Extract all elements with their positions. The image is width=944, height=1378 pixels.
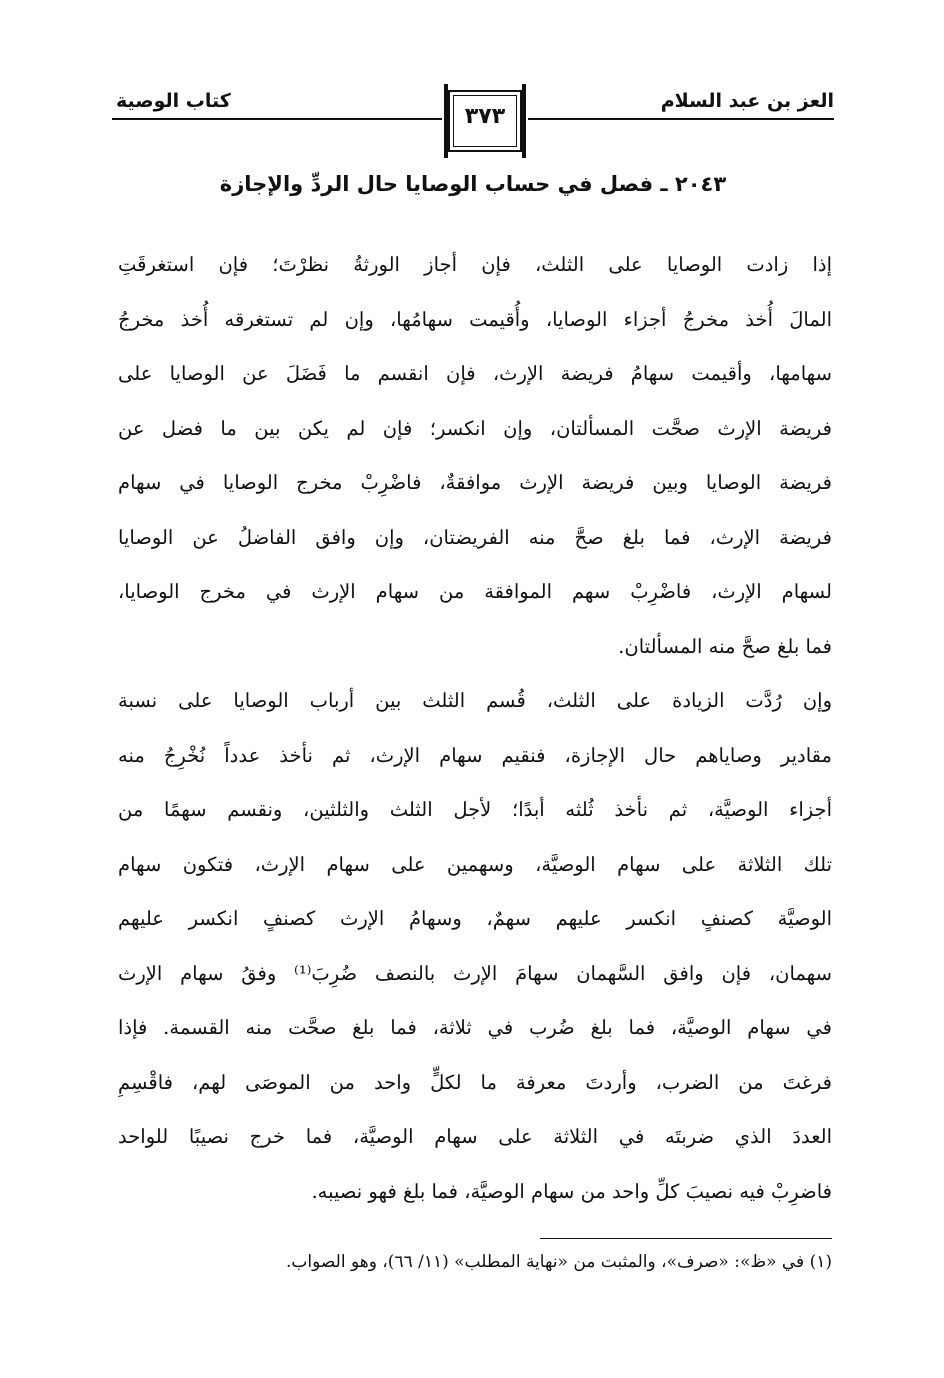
text-line: سهامها، وأقيمت سهامُ فريضة الإرث، فإن انقسم ما فَضَلَ عن الوصايا على xyxy=(118,362,832,385)
page-number: ٣٧٣ xyxy=(464,104,506,129)
text-line: أجزاء الوصيَّة، ثم نأخذ ثُلثه أبدًا؛ لأجل الثلث والثلثين، ونقسم سهمًا من xyxy=(118,798,832,821)
text-line: وإن رُدَّت الزيادة على الثلث، قُسم الثلث بين أرباب الوصايا على نسبة xyxy=(118,689,832,712)
text-line: إذا زادت الوصايا على الثلث، فإن أجاز الورثةُ نظرْتَ؛ فإن استغرقَتِ xyxy=(118,253,832,276)
paragraph-2 xyxy=(118,674,832,1219)
text-line: فما بلغ صحَّ منه المسألتان. xyxy=(618,634,832,658)
text-line: فرغتَ من الضرب، وأردتَ معرفة ما لكلٍّ واحد من الموصَى لهم، فاقْسِمِ xyxy=(118,1070,832,1094)
text-line: تلك الثلاثة على سهام الوصيَّة، وسهمين على سهام الإرث، فتكون سهام xyxy=(118,852,832,876)
text-line: فريضة الوصايا وبين فريضة الإرث موافقةٌ، فاضْرِبْ مخرج الوصايا في سهام xyxy=(118,471,832,494)
paragraph-1 xyxy=(118,238,832,674)
text-line: في سهام الوصيَّة، فما بلغ ضُرب في ثلاثة، فما بلغ صحَّت منه القسمة. فإذا xyxy=(118,1016,832,1039)
running-header xyxy=(112,84,834,166)
text-line: المالَ أُخذ مخرجُ أجزاء الوصايا، وأُقيمت سهامُها، وإن لم تستغرقه أُخذ مخرجُ xyxy=(118,307,832,331)
section-heading: ٢٠٤٣ ـ فصل في حساب الوصايا حال الردِّ والإجازة xyxy=(219,172,727,196)
footnote-separator xyxy=(540,1238,832,1239)
text-line: مقادير وصاياهم حال الإجازة، فنقيم سهام الإرث، ثم نأخذ عدداً نُخْرِجُ منه xyxy=(118,743,832,767)
page-number-frame xyxy=(442,84,528,158)
text-line: سهمان، فإن وافق السَّهمان سهامَ الإرث بالنصف ضُرِبَ⁽¹⁾ وفقُ سهام الإرث xyxy=(118,961,832,985)
footnote: (١) في «ظ»: «صرف»، والمثبت من «نهاية المطلب» (١١/ ٦٦)، وهو الصواب. xyxy=(285,1252,832,1272)
text-line: فاضرِبْ فيه نصيبَ كلِّ واحد من سهام الوصيَّة، فما بلغ فهو نصيبه. xyxy=(311,1179,832,1203)
text-line: لسهام الإرث، فاضْرِبْ سهم الموافقة من سهام الإرث في مخرج الوصايا، xyxy=(118,580,832,603)
text-line: الوصيَّة كصنفٍ انكسر عليهم سهمٌ، وسهامُ الإرث كصنفٍ انكسر عليهم xyxy=(118,907,832,930)
header-author: العز بن عبد السلام xyxy=(660,90,834,112)
body-text xyxy=(118,238,832,1219)
text-line: العددَ الذي ضربتَه في الثلاثة على سهام الوصيَّة، فما خرج نصيبًا للواحد xyxy=(118,1125,832,1148)
text-line: فريضة الإرث صحَّت المسألتان، وإن انكسر؛ فإن لم يكن بين ما فضل عن xyxy=(118,416,832,440)
header-book-section: كتاب الوصية xyxy=(116,90,231,112)
text-line: فريضة الإرث، فما بلغ صحَّ منه الفريضتان، وإن وافق الفاضلُ عن الوصايا xyxy=(118,525,832,549)
